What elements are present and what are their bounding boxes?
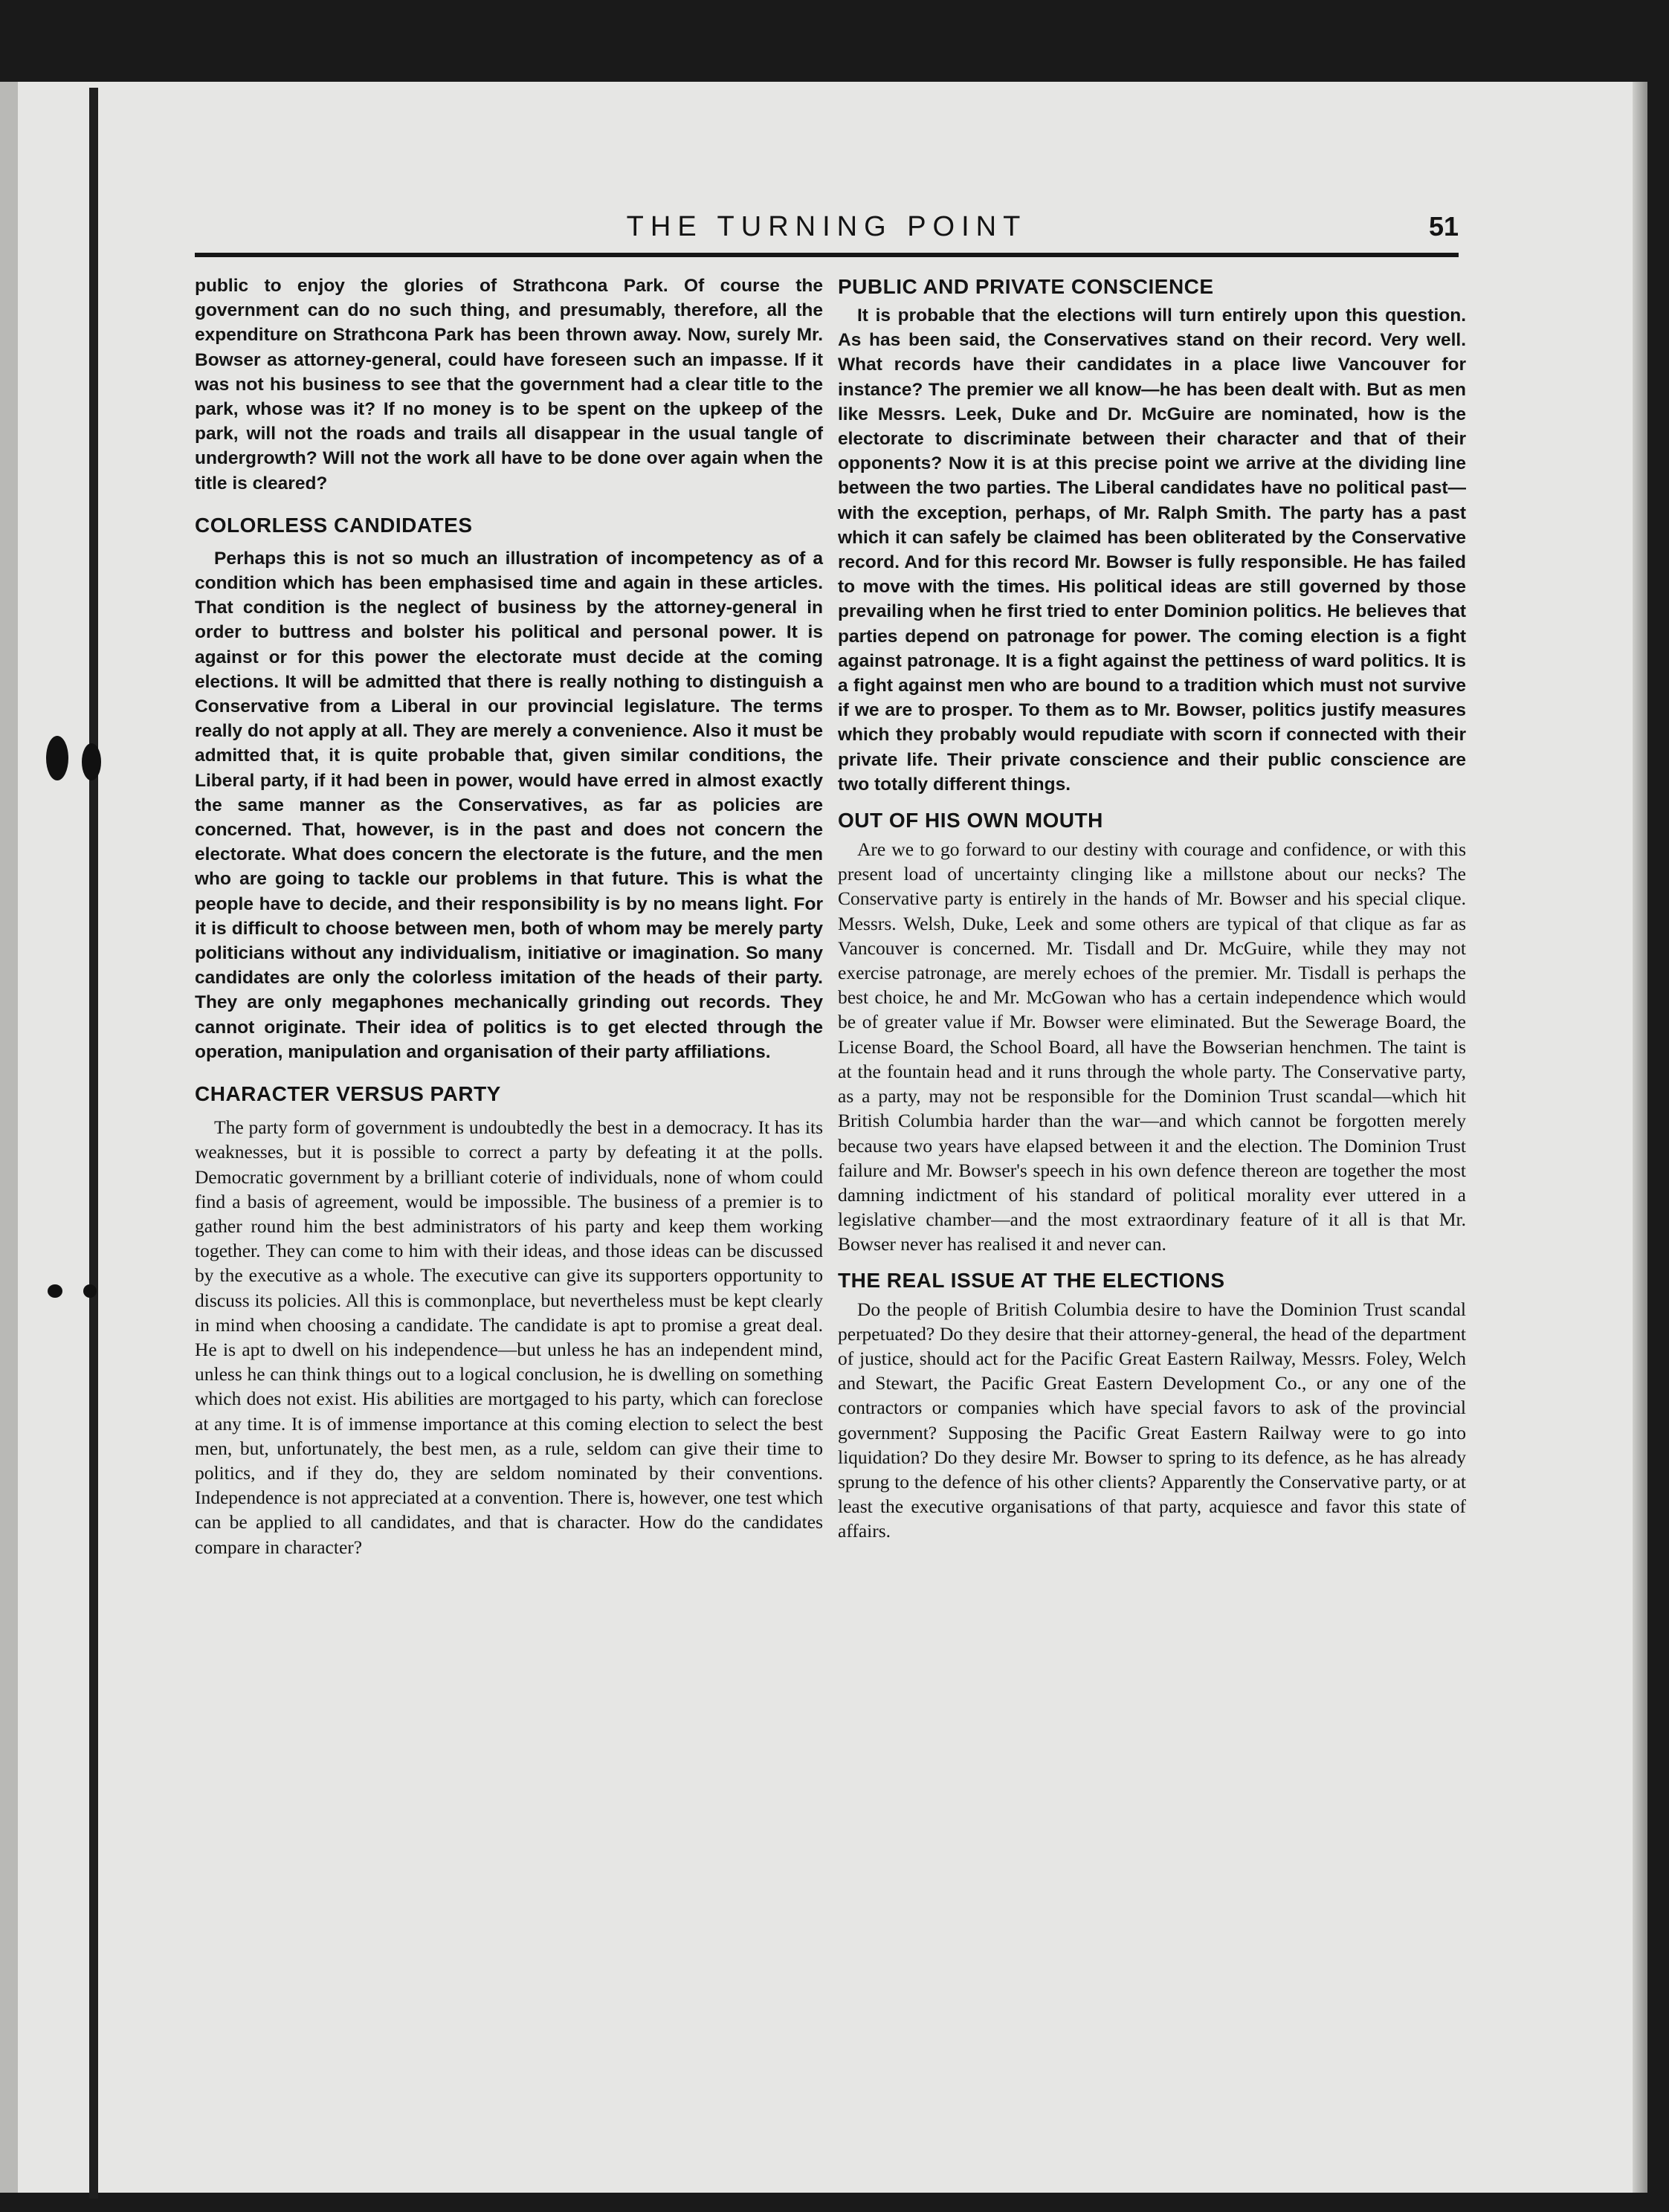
page-edge-shadow (1633, 82, 1647, 2193)
left-column (195, 274, 823, 1559)
margin-mark (83, 1284, 97, 1298)
paragraph: Are we to go forward to our destiny with courage and confidence, or with this present load of uncertainty clinging like a millstone about our necks? The Conservative party is entirely in the hands of Mr. Bowser and his special clique. Messrs. Welsh, Duke, Leek and some others are typical of that clique as far as Vancouver is concerned. Mr. Tisdall and Dr. McGuire, while they may not exercise patronage, are merely echoes of the premier. Mr. Tisdall is perhaps the best choice, he and Mr. McGowan who has a certain independence which would be of greater value if Mr. Bowser were eliminated. But the Sewerage Board, the License Board, the School Board, all have the Bowserian henchmen. The taint is at the fountain head and it runs through the whole party. The Conservative party, as a party, may not be responsible for the Dominion Trust scandal—which hit British Columbia harder than the war—and which cannot be forgotten merely because two years have elapsed between it and the election. The Dominion Trust failure and Mr. Bowser's speech in his own defence thereon are together the most damning indictment of his standard of political morality ever uttered in a legislative chamber—and the most extraordinary feature of it all is that Mr. Bowser never has realised it and never can. (838, 838, 1466, 1255)
paragraph: Do the people of British Columbia desire to have the Dominion Trust scandal perpetuated? Do they desire that their attorney-general, the head of the department of justice, should act for the Pacific Great Eastern Railway, Messrs. Foley, Welch and Stewart, the Pacific Great Eastern Development Co., or any one of the contractors or companies which have special favors to ask of the provincial government? Supposing the Pacific Great Eastern Railway were to go into liquidation? Do they desire Mr. Bowser to spring to its defence, as he has already sprung to the defence of his other clients? Apparently the Conservative party, or at least the executive organisations of that party, acquiesce and favor this state of affairs. (838, 1298, 1466, 1542)
section-heading: THE REAL ISSUE AT THE ELECTIONS (838, 1268, 1225, 1292)
page-number: 51 (1428, 211, 1459, 242)
paragraph: The party form of government is undoubtedly the best in a democracy. It has its weaknesses, but it is possible to correct a party by defeating it at the polls. Democratic government by a brilliant coterie of individuals, none of whom could find a basis of agreement, would be impossible. The business of a premier is to gather round him the best administrators of his party and keep them working together. They can come to him with their ideas, and those ideas can be discussed by the executive as a whole. The executive can give its supporters opportunity to discuss its policies. All this is commonplace, but nevertheless must be kept clearly in mind when choosing a candidate. The candidate is apt to promise a great deal. He is apt to dwell on his independence—but unless he has an independent mind, unless he can think things out to a logical conclusion, he is dwelling on something which does not exist. His abilities are mortgaged to his party, which can foreclose at any time. It is of immense importance at this coming election to select the best men, but, unfortunately, the best men, as a rule, seldom can give their time to politics, and if they do, they are seldom nominated by their conventions. Independence is not appreciated at a convention. There is, however, one test which can be applied to all candidates, and that is character. How do the candidates compare in character? (195, 1116, 823, 1558)
running-title: THE TURNING POINT (626, 211, 1027, 242)
paragraph: It is probable that the elections will turn entirely upon this question. As has been said, the Conservatives stand on their record. Very well. What records have their candidates in a place liwe Vancouver for instance? The premier we all know—he has been dealt with. But as men like Messrs. Leek, Duke and Dr. McGuire are nominated, how is the electorate to discriminate between their character and that of their opponents? Now it is at this precise point we arrive at the dividing line between the two parties. The Liberal candidates have no political past—with the exception, perhaps, of Mr. Ralph Smith. The party has a past which it can safely be claimed has been obliterated by the Conservative record. And for this record Mr. Bowser is fully responsible. He has failed to move with the times. His political ideas are still governed by those prevailing when he first tried to enter Dominion politics. He believes that parties depend on patronage for power. The coming election is a fight against patronage. It is a fight against the pettiness of ward politics. It is a fight against men who are bound to a tradition which must not survive if we are to prosper. To them as to Mr. Bowser, politics justify measures which they probably would repudiate with scorn if connected with their private life. Their private conscience and their public conscience are two totally different things. (838, 305, 1466, 795)
paragraph: public to enjoy the glories of Strathcona Park. Of course the government can do no such thing, and presumably, therefore, all the expenditure on Strathcona Park has been thrown away. Now, surely Mr. Bowser as attorney-general, could have foreseen such an impasse. If it was not his business to see that the government had a clear title to the park, whose was it? If no money is to be spent on the upkeep of the park, will not the roads and trails all disappear in the usual tangle of undergrowth? Will not the work all have to be done over again when the title is cleared? (195, 276, 823, 494)
right-column (838, 274, 1466, 1544)
section-heading: PUBLIC AND PRIVATE CONSCIENCE (838, 275, 1214, 298)
margin-mark (48, 1284, 62, 1298)
paragraph: Perhaps this is not so much an illustration of incompetency as of a condition which has been emphasised time and again in these articles. That condition is the neglect of business by the attorney-general in order to buttress and bolster his political and personal power. It is against or for this power the electorate must decide at the coming elections. It will be admitted that there is really nothing to distinguish a Conservative from a Liberal in our provincial legislature. The terms really do not apply at all. They are merely a convenience. Also it must be admitted that, it is quite probable that, given similar conditions, the Liberal party, if it had been in power, would have erred in almost exactly the same manner as the Conservatives, as far as policies are concerned. That, however, is in the past and does not concern the electorate. What does concern the electorate is the future, and the men who are going to tackle our problems in that future. This is what the people have to decide, and their responsibility is by no means light. For it is difficult to choose between men, both of whom may be merely party politicians without any individualism, initiative or imagination. So many candidates are only the colorless imitation of the heads of their party. They are only megaphones mechanically grinding out records. They cannot originate. Their idea of politics is to get elected through the operation, manipulation and organisation of their party affiliations. (195, 548, 823, 1062)
header-rule (195, 253, 1459, 257)
spine-line (89, 88, 98, 2199)
running-header (195, 208, 1459, 253)
section-heading: OUT OF HIS OWN MOUTH (838, 809, 1103, 832)
margin-mark (46, 736, 68, 780)
binding-edge (0, 82, 18, 2193)
margin-mark (82, 743, 101, 780)
section-heading: CHARACTER VERSUS PARTY (195, 1082, 501, 1106)
section-heading: COLORLESS CANDIDATES (195, 513, 473, 537)
